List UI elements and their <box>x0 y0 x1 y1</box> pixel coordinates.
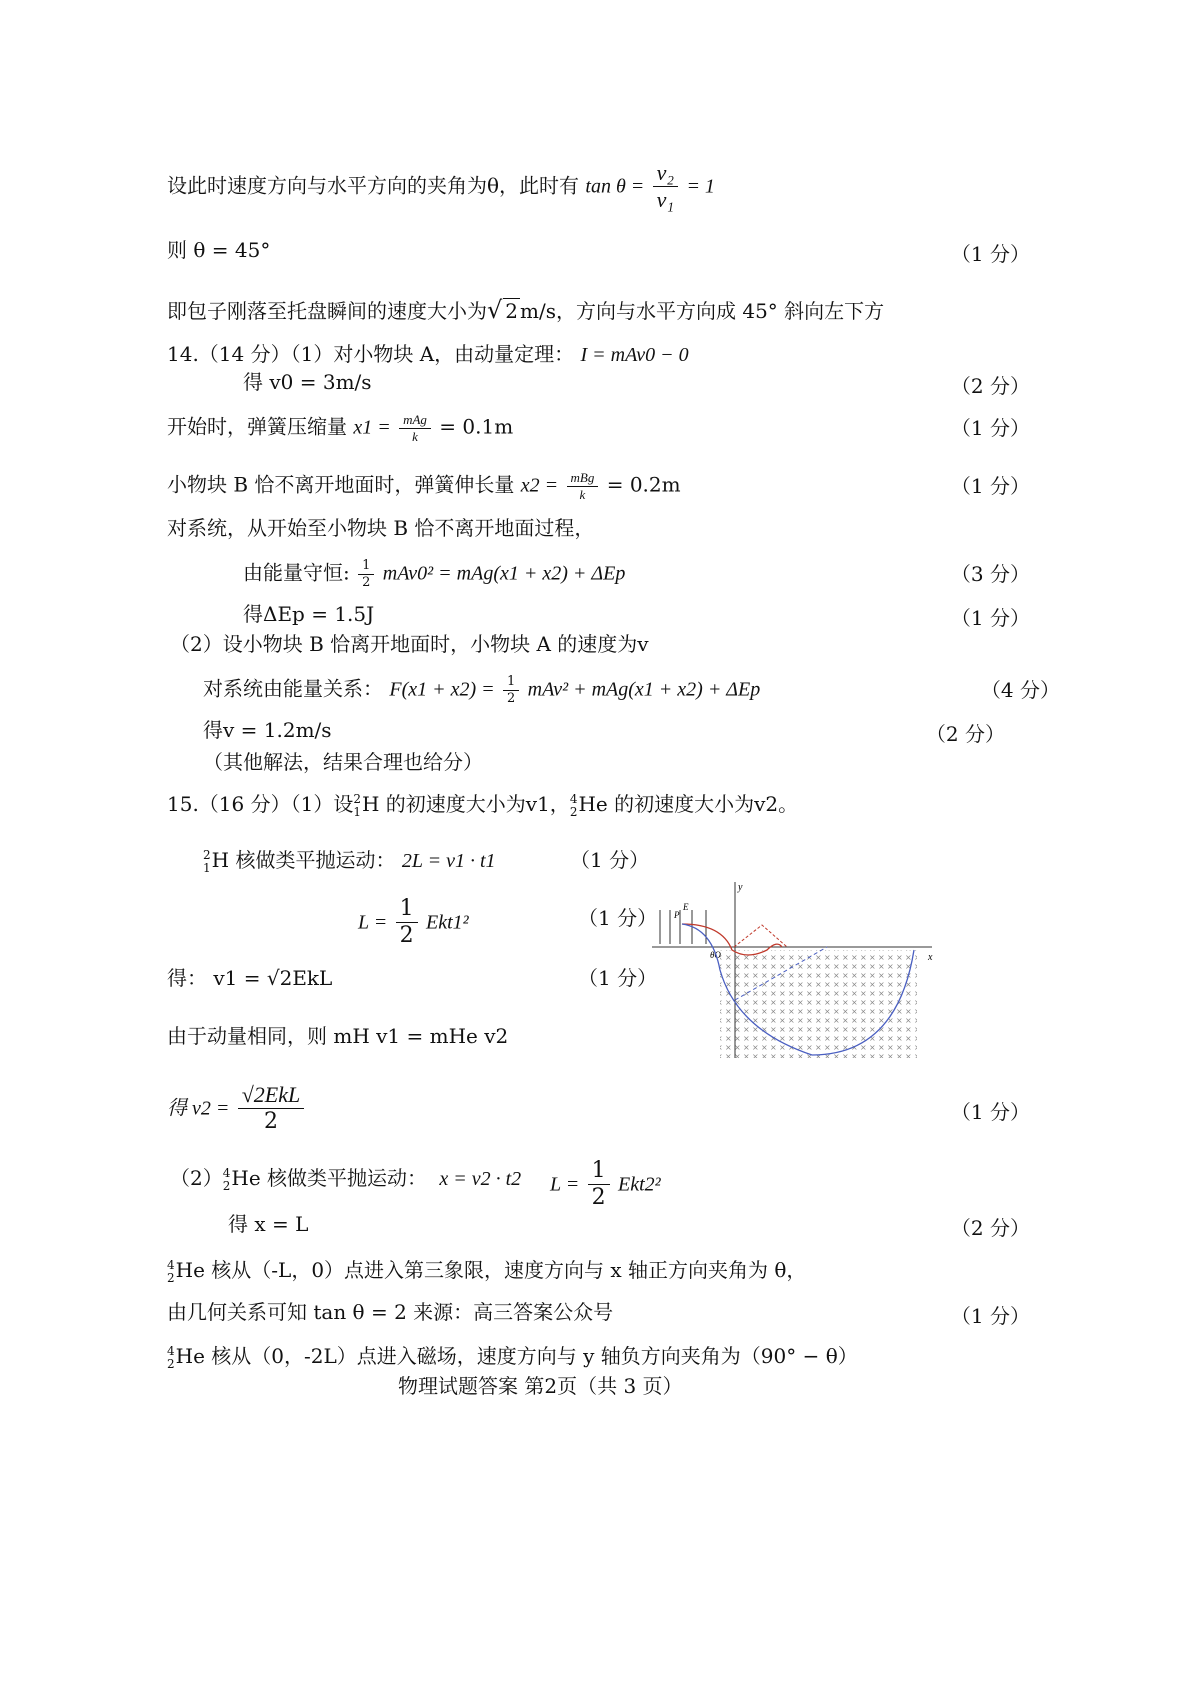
frac-num: mBg <box>567 470 599 487</box>
y-axis-label: y <box>738 882 743 893</box>
q14-x1-value: = 0.1m <box>439 414 514 439</box>
q15-momentum: 由于动量相同，则 mH v1 = mHe v2 <box>167 1024 509 1048</box>
q14-delta-ep: 得ΔEp = 1.5J <box>243 602 375 626</box>
frac-num: 1 <box>358 558 374 575</box>
text-speed-post: m/s，方向与水平方向成 45° 斜向左下方 <box>520 299 885 323</box>
frac-num: mAg <box>399 412 431 429</box>
iso-mass: 2 <box>353 791 361 806</box>
fraction-half <box>396 896 418 950</box>
frac-num: √2EkL <box>238 1082 305 1109</box>
frac-den: k <box>579 486 586 502</box>
q14-v-result: 得v = 1.2m/s <box>203 718 332 742</box>
score: （1 分） <box>950 606 1030 630</box>
q14-momentum-eq: I = mAv0 − 0 <box>580 344 689 366</box>
q15-part2-eq2-right: Ekt2² <box>617 1173 661 1196</box>
text-angle-intro: 设此时速度方向与水平方向的夹角为θ，此时有 <box>167 173 580 198</box>
q15-part2-eq1: x = v2 · t2 <box>439 1168 522 1190</box>
q15-l-eq <box>358 896 469 950</box>
iso-mass: 4 <box>167 1257 175 1272</box>
frac-den: 2 <box>507 690 516 706</box>
q15-v2-left: 得 v2 = <box>167 1097 230 1120</box>
q14-part2-text: 对系统由能量关系： <box>203 676 383 701</box>
q14-x1 <box>167 412 513 444</box>
iso-mass: 4 <box>222 1165 231 1180</box>
q14-part2-energy <box>203 674 760 706</box>
x-axis-label: x <box>928 952 933 963</box>
q14-energy-eq: mAv0² = mAg(x1 + x2) + ΔEp <box>382 562 626 585</box>
q15-h-motion-text: H 核做类平抛运动： <box>211 848 396 872</box>
fraction-v2 <box>238 1082 305 1136</box>
score: （3 分） <box>950 562 1030 586</box>
fraction-half <box>503 674 519 706</box>
q15-v1: 得： v1 = √2EkL <box>167 966 333 990</box>
frac-num: v₂ <box>653 160 678 187</box>
iso-mass: 4 <box>167 1343 175 1358</box>
q15-l-right: Ekt1² <box>425 911 469 934</box>
isotope-h <box>353 793 361 818</box>
q14-head-text: 14.（14 分）（1）对小物块 A，由动量定理： <box>167 342 575 366</box>
q14-x1-text: 开始时，弹簧压缩量 <box>167 414 347 439</box>
frac-den: 2 <box>399 923 414 949</box>
frac-den: 2 <box>362 574 371 590</box>
q15-part2-eq2-left: L = <box>550 1173 580 1196</box>
isotope-he <box>167 1345 175 1370</box>
q15-part2-eq2 <box>550 1158 661 1212</box>
q14-x2-var: x2 = <box>520 474 559 497</box>
iso-z: 2 <box>569 804 578 819</box>
score: （1 分） <box>950 242 1030 266</box>
score: （2 分） <box>950 1216 1030 1240</box>
iso-mass: 4 <box>569 791 578 806</box>
frac-num: 1 <box>503 674 519 691</box>
q15-h-motion <box>203 848 496 874</box>
q14-x2 <box>167 470 681 502</box>
score: （4 分） <box>980 678 1060 702</box>
q14-x2-value: = 0.2m <box>606 472 681 497</box>
isotope-he <box>570 793 578 818</box>
q15-enter-field <box>167 1344 858 1370</box>
line-tan-theta <box>167 160 715 214</box>
trajectory-figure <box>652 880 937 1060</box>
q14-energy-text: 由能量守恒: <box>243 560 350 585</box>
q14-x1-var: x1 = <box>353 416 391 439</box>
line-speed-result: 即包子刚落至托盘瞬间的速度大小为√ 2 m/s，方向与水平方向成 45° 斜向左下方 <box>167 296 885 324</box>
theta-o-label: θO <box>710 950 721 960</box>
q15-enter-third-text: He 核从（-L，0）点进入第三象限，速度方向与 x 轴正方向夹角为 θ， <box>175 1258 807 1282</box>
q14-head <box>167 342 689 367</box>
q14-v0: 得 v0 = 3m/s <box>243 370 372 394</box>
fraction-mbg-k <box>567 470 599 502</box>
formula-equals-one: = 1 <box>686 175 715 198</box>
frac-den: v₁ <box>656 187 675 213</box>
magnetic-field-region <box>720 950 917 1058</box>
score: （1 分） <box>578 906 658 930</box>
frac-den: k <box>412 428 418 444</box>
q14-part2-eq-b: mAv² + mAg(x1 + x2) + ΔEp <box>527 678 761 701</box>
iso-z: 1 <box>203 860 211 875</box>
sqrt-value: 2 <box>505 299 519 323</box>
text-speed-pre: 即包子刚落至托盘瞬间的速度大小为 <box>167 299 487 323</box>
score: （2 分） <box>950 374 1030 398</box>
frac-num: 1 <box>588 1158 610 1185</box>
score: （1 分） <box>950 1304 1030 1328</box>
q14-system: 对系统，从开始至小物块 B 恰不离开地面过程， <box>167 516 595 540</box>
fraction-mag-k <box>399 412 431 444</box>
field-e-label: E <box>683 902 689 912</box>
score: （1 分） <box>950 474 1030 498</box>
score: （2 分） <box>925 722 1005 746</box>
q14-note: （其他解法，结果合理也给分） <box>203 750 483 774</box>
fraction-half <box>588 1158 610 1212</box>
score: （1 分） <box>950 1100 1030 1124</box>
page-footer: 物理试题答案 第2页（共 3 页） <box>398 1374 683 1398</box>
q15-h-eq: 2L = v1 · t1 <box>401 850 496 872</box>
iso-z: 2 <box>167 1270 175 1285</box>
frac-den: 2 <box>591 1185 606 1211</box>
q14-energy <box>243 558 625 590</box>
iso-z: 2 <box>167 1356 175 1371</box>
isotope-h <box>203 849 211 874</box>
score: （1 分） <box>950 416 1030 440</box>
line-theta-45: 则 θ = 45° <box>167 238 271 262</box>
q15-part2-a: （2） <box>170 1166 223 1190</box>
q15-head-a: 15.（16 分）（1）设 <box>167 792 354 816</box>
q15-head-b: H 的初速度大小为v1， <box>361 792 570 816</box>
frac-num: 1 <box>396 896 418 923</box>
fraction-half <box>358 558 374 590</box>
fraction-v2-v1 <box>653 160 678 214</box>
score: （1 分） <box>570 848 650 872</box>
q15-l-left: L = <box>358 911 388 934</box>
isotope-he <box>223 1167 231 1192</box>
isotope-he <box>167 1259 175 1284</box>
q14-part2: （2）设小物块 B 恰离开地面时，小物块 A 的速度为v <box>170 632 649 656</box>
q15-v2 <box>167 1082 306 1136</box>
q15-enter-third <box>167 1258 806 1284</box>
score: （1 分） <box>578 966 658 990</box>
iso-mass: 2 <box>203 847 211 862</box>
point-p-label: P <box>674 910 680 920</box>
formula-tan: tan θ = <box>585 175 645 198</box>
frac-den: 2 <box>263 1109 278 1135</box>
q14-x2-text: 小物块 B 恰不离开地面时，弹簧伸长量 <box>167 472 515 497</box>
q15-part2-b: He 核做类平抛运动： <box>231 1166 428 1190</box>
iso-z: 1 <box>353 804 361 819</box>
q15-head-c: He 的初速度大小为v2。 <box>578 792 799 816</box>
q15-x-result: 得 x = L <box>228 1212 309 1236</box>
q15-part2 <box>170 1166 521 1192</box>
q15-tan-theta: 由几何关系可知 tan θ = 2 来源：高三答案公众号 <box>167 1300 614 1324</box>
h-dashed-path <box>734 925 787 947</box>
q15-enter-field-text: He 核从（0，-2L）点进入磁场，速度方向与 y 轴负方向夹角为（90° − θ） <box>175 1344 858 1368</box>
q15-head <box>167 792 798 818</box>
iso-z: 2 <box>222 1178 231 1193</box>
q14-part2-eq-a: F(x1 + x2) = <box>389 678 495 701</box>
